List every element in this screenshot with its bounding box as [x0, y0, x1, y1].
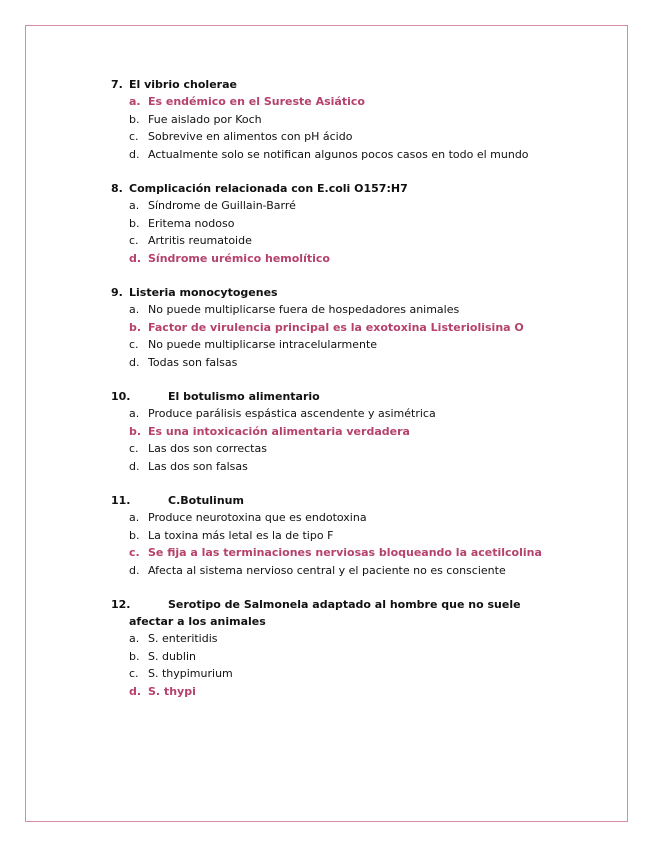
option-letter: c. — [129, 338, 139, 351]
option-letter: b. — [129, 528, 140, 542]
question-number: 8. — [111, 182, 123, 195]
option-correct — [129, 93, 581, 111]
question-title — [111, 492, 581, 509]
question-text: El vibrio cholerae — [129, 78, 237, 91]
question-title — [111, 284, 581, 301]
question-11 — [111, 492, 581, 579]
option-letter: b. — [129, 320, 142, 334]
question-text: C.Botulinum — [168, 494, 244, 507]
option-text: Síndrome de Guillain-Barré — [148, 199, 296, 212]
option-letter: a. — [129, 632, 140, 645]
question-number: 12. — [111, 598, 131, 611]
question-number: 9. — [111, 286, 123, 299]
option-correct — [129, 423, 581, 441]
option-letter: d. — [129, 251, 142, 265]
option-correct — [129, 250, 581, 268]
question-text: Complicación relacionada con E.coli O157:H7 — [129, 182, 408, 195]
option-text: Factor de virulencia principal es la exotoxina Listeriolisina O — [148, 320, 524, 334]
option-list — [111, 301, 581, 371]
option — [129, 301, 581, 319]
option — [129, 440, 581, 458]
option-letter: a. — [129, 303, 140, 316]
option-letter: c. — [129, 130, 139, 143]
option-letter: c. — [129, 442, 139, 455]
question-text-line1: Serotipo de Salmonela adaptado al hombre que no suele — [168, 598, 521, 611]
question-text: El botulismo alimentario — [168, 390, 320, 403]
option-text: S. dublin — [148, 649, 196, 663]
option-text: No puede multiplicarse intracelularmente — [148, 338, 378, 351]
option-letter: d. — [129, 459, 140, 473]
question-number: 10. — [111, 390, 131, 403]
question-title — [111, 388, 581, 405]
option-text: Se fija a las terminaciones nerviosas bloqueando la acetilcolina — [148, 546, 542, 559]
option — [129, 630, 581, 648]
question-title — [111, 76, 581, 93]
option-text: La toxina más letal es la de tipo F — [148, 528, 334, 542]
option — [129, 509, 581, 527]
option-letter: a. — [129, 199, 140, 212]
option — [129, 336, 581, 354]
option — [129, 458, 581, 476]
option-correct — [129, 683, 581, 701]
option-list — [111, 630, 581, 700]
option-letter: b. — [129, 424, 142, 438]
option-text: Sobrevive en alimentos con pH ácido — [148, 130, 353, 143]
question-title — [111, 180, 581, 197]
question-9 — [111, 284, 581, 371]
question-title — [111, 596, 581, 630]
option-list — [111, 405, 581, 475]
option — [129, 215, 581, 233]
question-number: 11. — [111, 494, 131, 507]
option-text: S. thypimurium — [148, 667, 233, 680]
question-list — [111, 76, 581, 717]
option-text: Las dos son correctas — [148, 442, 267, 455]
option — [129, 128, 581, 146]
question-number: 7. — [111, 78, 123, 91]
option — [129, 111, 581, 129]
question-10 — [111, 388, 581, 475]
question-7 — [111, 76, 581, 163]
option-list — [111, 93, 581, 163]
option-letter: a. — [129, 511, 140, 524]
option-letter: b. — [129, 649, 140, 663]
option-text: Artritis reumatoide — [148, 234, 252, 247]
option-letter: a. — [129, 407, 140, 420]
option-letter: c. — [129, 667, 139, 680]
option-list — [111, 197, 581, 267]
option — [129, 232, 581, 250]
option-correct — [129, 544, 581, 562]
option-text: Fue aislado por Koch — [148, 112, 262, 126]
option — [129, 354, 581, 372]
question-text: Listeria monocytogenes — [129, 286, 278, 299]
option — [129, 562, 581, 580]
option — [129, 197, 581, 215]
option-letter: c. — [129, 234, 139, 247]
option — [129, 527, 581, 545]
option — [129, 405, 581, 423]
option-text: Las dos son falsas — [148, 459, 248, 473]
question-text-line2: afectar a los animales — [129, 615, 266, 628]
option-letter: b. — [129, 112, 140, 126]
option-text: Es una intoxicación alimentaria verdadera — [148, 424, 410, 438]
question-8 — [111, 180, 581, 267]
option-text: Produce parálisis espástica ascendente y asimétrica — [148, 407, 436, 420]
option-text: Afecta al sistema nervioso central y el paciente no es consciente — [148, 563, 506, 577]
option-text: Síndrome urémico hemolítico — [148, 251, 330, 265]
option — [129, 146, 581, 164]
option-text: Es endémico en el Sureste Asiático — [148, 95, 365, 108]
option — [129, 665, 581, 683]
option-text: S. thypi — [148, 684, 196, 698]
option-letter: d. — [129, 355, 140, 369]
option-letter: d. — [129, 147, 140, 161]
option-list — [111, 509, 581, 579]
option-letter: d. — [129, 563, 140, 577]
option-letter: b. — [129, 216, 140, 230]
option-letter: a. — [129, 95, 141, 108]
question-12 — [111, 596, 581, 700]
option-text: Produce neurotoxina que es endotoxina — [148, 511, 367, 524]
option-text: No puede multiplicarse fuera de hospedadores animales — [148, 303, 460, 316]
option-text: Eritema nodoso — [148, 216, 235, 230]
option-text: Todas son falsas — [148, 355, 238, 369]
option-text: S. enteritidis — [148, 632, 218, 645]
option-correct — [129, 319, 581, 337]
option — [129, 648, 581, 666]
option-text: Actualmente solo se notifican algunos pocos casos en todo el mundo — [148, 147, 529, 161]
option-letter: d. — [129, 684, 142, 698]
option-letter: c. — [129, 546, 140, 559]
